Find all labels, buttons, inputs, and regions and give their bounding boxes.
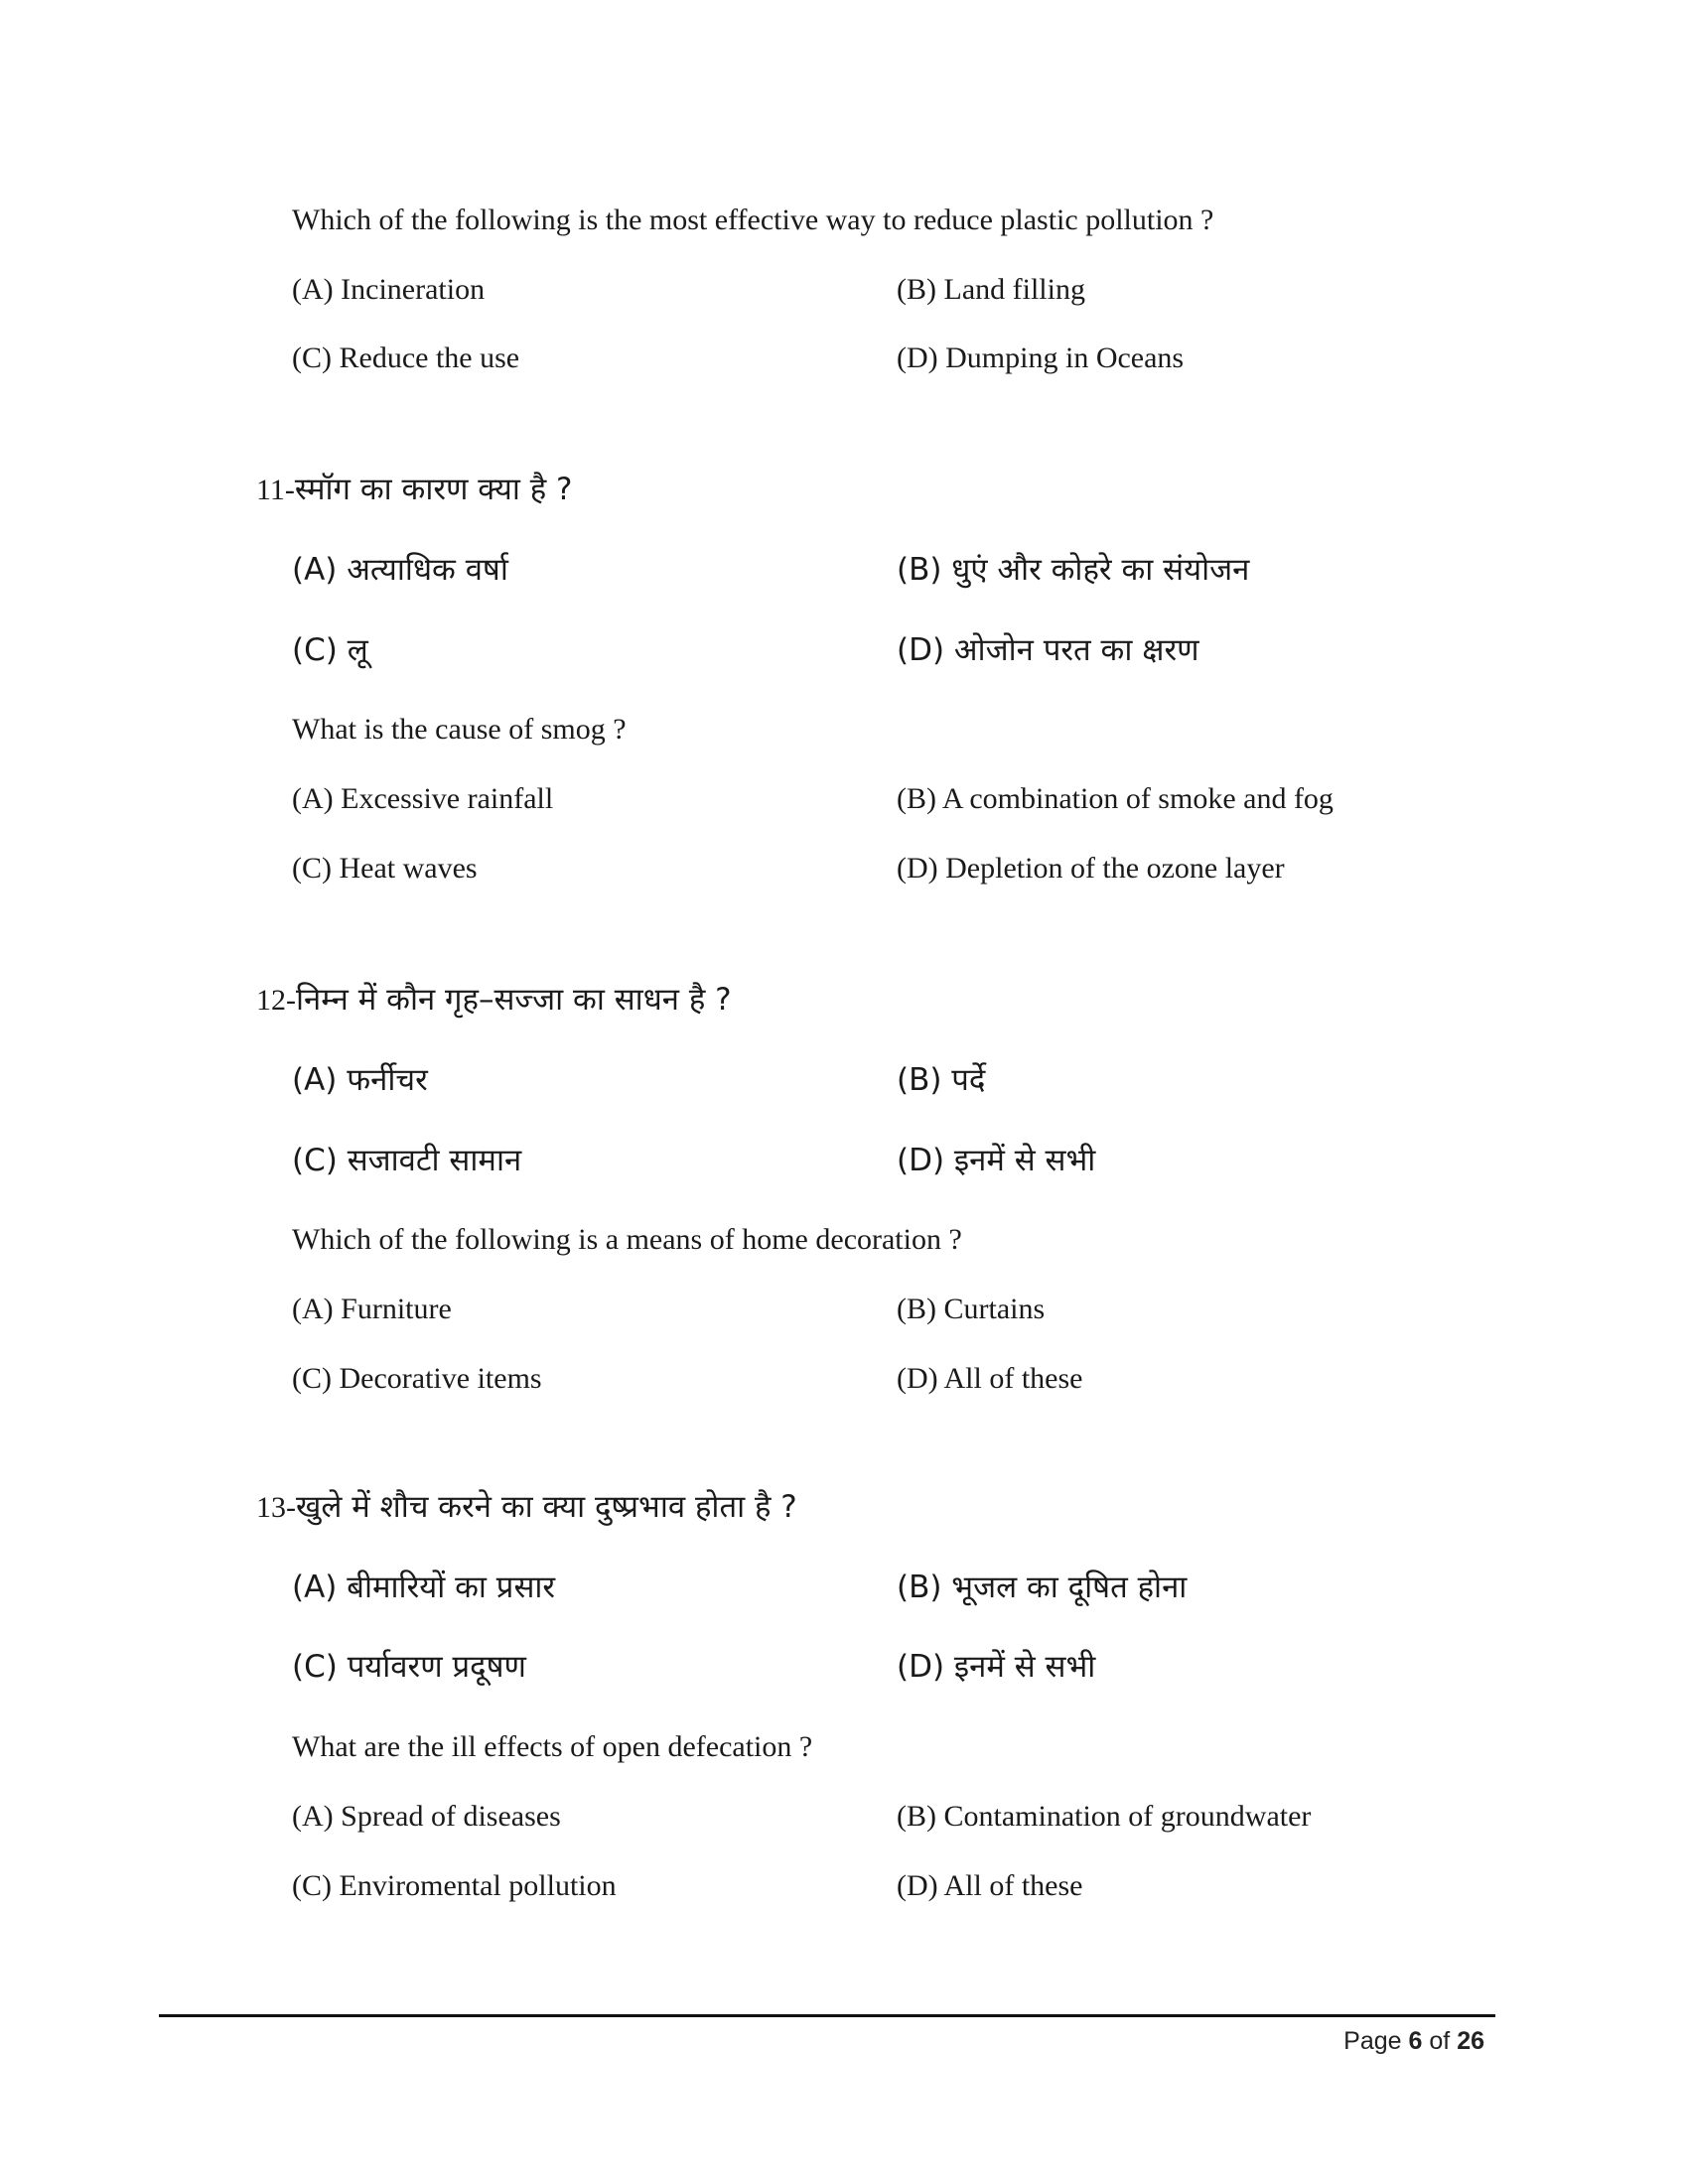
question-text-english: Which of the following is the most effective way to reduce plastic pollution ?	[292, 204, 1214, 236]
option-c-hindi: (C) सजावटी सामान	[292, 1143, 522, 1178]
option-c: (C) Reduce the use	[292, 341, 520, 374]
question-number: 13-	[256, 1491, 296, 1524]
question-text-english: What is the cause of smog ?	[292, 713, 627, 746]
option-b: (B) A combination of smoke and fog	[897, 782, 1334, 815]
option-a-hindi: (A) अत्याधिक वर्षा	[292, 552, 508, 588]
option-a: (A) Furniture	[292, 1293, 452, 1325]
page-label: Page	[1343, 2027, 1402, 2055]
option-a-hindi: (A) बीमारियों का प्रसार	[292, 1570, 556, 1605]
option-b: (B) Contamination of groundwater	[897, 1800, 1312, 1833]
option-d: (D) Depletion of the ozone layer	[897, 852, 1285, 885]
option-a: (A) Incineration	[292, 273, 486, 306]
option-b-hindi: (B) पर्दे	[897, 1062, 986, 1098]
question-text-english: Which of the following is a means of home decoration ?	[292, 1223, 962, 1256]
question-number: 11-	[256, 474, 295, 506]
option-c: (C) Enviromental pollution	[292, 1869, 617, 1902]
option-d-hindi: (D) इनमें से सभी	[897, 1649, 1096, 1685]
question-hindi	[256, 1488, 797, 1527]
total-pages: 26	[1457, 2027, 1484, 2055]
option-c-hindi: (C) पर्यावरण प्रदूषण	[292, 1649, 526, 1685]
option-d-hindi: (D) इनमें से सभी	[897, 1143, 1096, 1178]
option-a: (A) Excessive rainfall	[292, 782, 554, 815]
current-page: 6	[1408, 2027, 1423, 2055]
question-text-hindi: निम्न में कौन गृह–सज्जा का साधन है ?	[296, 982, 732, 1018]
question-text-hindi: स्मॉग का कारण क्या है ?	[294, 472, 573, 507]
question-hindi	[256, 471, 573, 509]
option-a: (A) Spread of diseases	[292, 1800, 561, 1833]
option-d-hindi: (D) ओजोन परत का क्षरण	[897, 632, 1199, 668]
option-b: (B) Land filling	[897, 273, 1085, 306]
option-b: (B) Curtains	[897, 1293, 1046, 1325]
footer-divider	[159, 2014, 1495, 2017]
question-text-english: What are the ill effects of open defecation ?	[292, 1730, 813, 1763]
option-d: (D) All of these	[897, 1362, 1083, 1395]
question-text-hindi: खुले में शौच करने का क्या दुष्प्रभाव होता है ?	[296, 1489, 797, 1525]
question-hindi	[256, 981, 732, 1020]
page-number	[1343, 2025, 1484, 2057]
option-b-hindi: (B) भूजल का दूषित होना	[897, 1570, 1188, 1605]
option-d: (D) All of these	[897, 1869, 1083, 1902]
option-c: (C) Decorative items	[292, 1362, 542, 1395]
option-d: (D) Dumping in Oceans	[897, 341, 1185, 374]
option-b-hindi: (B) धुएं और कोहरे का संयोजन	[897, 552, 1250, 588]
option-c-hindi: (C) लू	[292, 632, 368, 668]
option-a-hindi: (A) फर्नीचर	[292, 1062, 428, 1098]
page-of-label: of	[1429, 2027, 1451, 2055]
question-number: 12-	[256, 984, 296, 1017]
option-c: (C) Heat waves	[292, 852, 478, 885]
